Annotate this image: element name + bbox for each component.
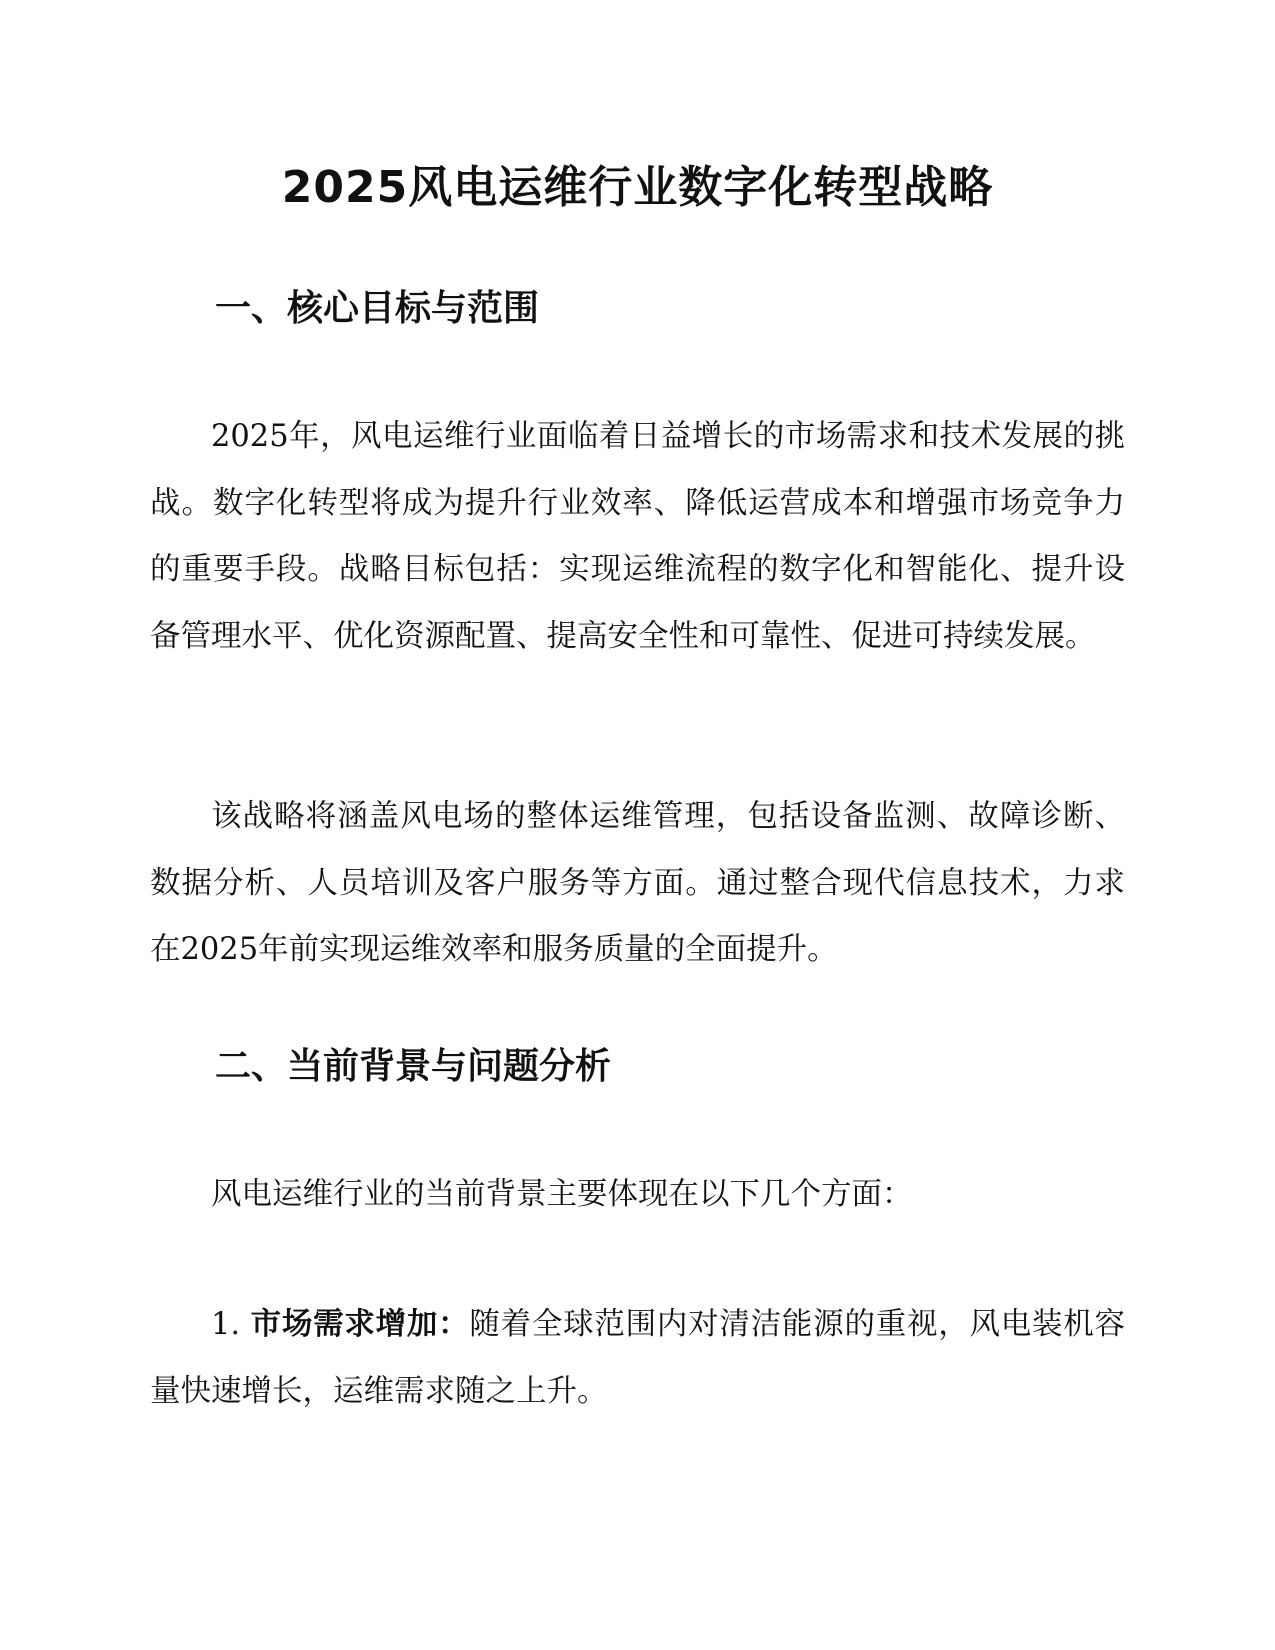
section-1-heading: 一、核心目标与范围: [215, 288, 540, 329]
list-item-1-number: 1.: [211, 1307, 241, 1342]
section-1-paragraph-1: 2025年，风电运维行业面临着日益增长的市场需求和技术发展的挑战。数字化转型将成为提升行业效率、降低运营成本和增强市场竞争力的重要手段。战略目标包括：实现运维流程的数字化和智能化、提升设备管理水平、优化资源配置、提高安全性和可靠性、促进可持续发展。: [150, 419, 1125, 654]
list-item-1-text: 随着全球范围内对清洁能源的重视，风电装机容量快速增长，运维需求随之上升。: [150, 1307, 1125, 1409]
list-item-1-label: 市场需求增加：: [250, 1307, 470, 1342]
document-title: 2025风电运维行业数字化转型战略: [281, 162, 994, 213]
list-item-1: [150, 1292, 1125, 1425]
section-2-heading: 二、当前背景与问题分析: [215, 1046, 612, 1087]
section-1-paragraph-2: 该战略将涵盖风电场的整体运维管理，包括设备监测、故障诊断、数据分析、人员培训及客户服务等方面。通过整合现代信息技术，力求在2025年前实现运维效率和服务质量的全面提升。: [150, 799, 1125, 967]
section-2-intro: 风电运维行业的当前背景主要体现在以下几个方面：: [211, 1177, 913, 1212]
